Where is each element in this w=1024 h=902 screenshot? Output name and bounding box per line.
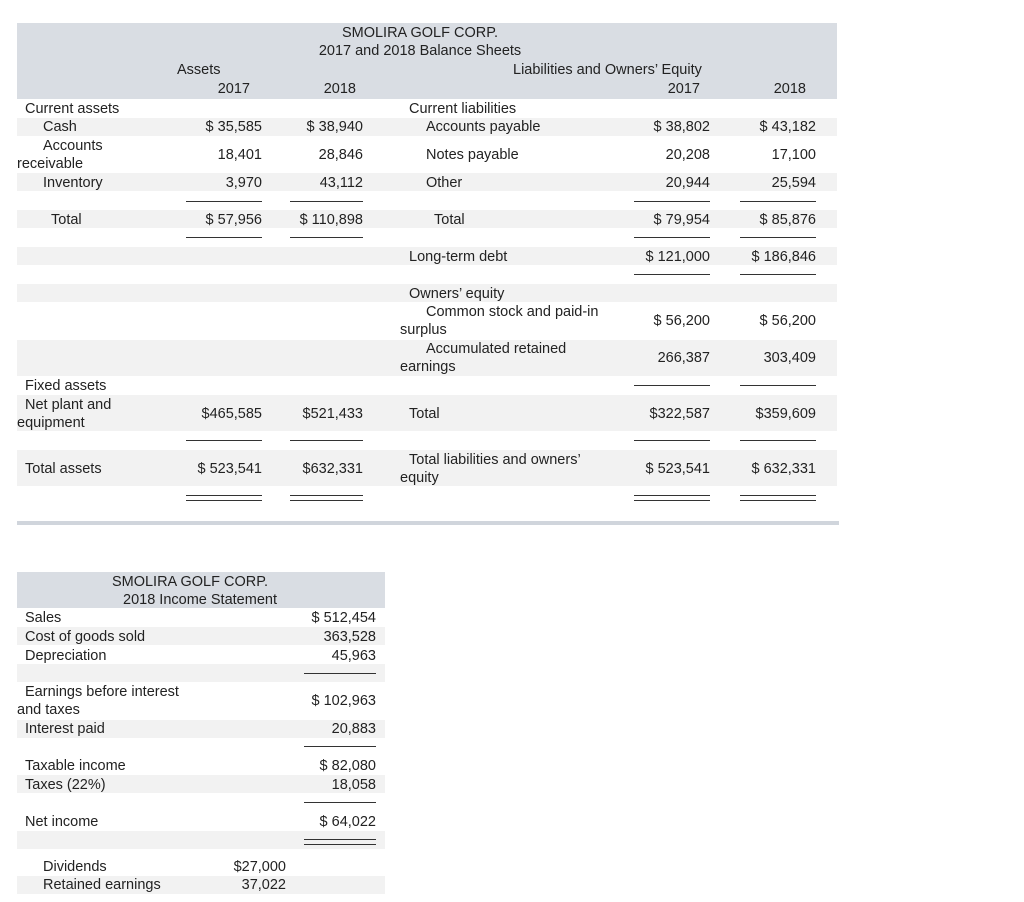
row-band xyxy=(17,831,385,849)
retained-2017: 266,387 xyxy=(657,350,710,366)
other-2018: 25,594 xyxy=(771,175,816,191)
cl-total-2018: $ 85,876 xyxy=(759,212,816,228)
double-underline xyxy=(290,495,363,496)
balance-title: 2017 and 2018 Balance Sheets xyxy=(318,43,522,59)
row-band xyxy=(17,210,837,228)
underline xyxy=(634,440,710,441)
inventory-label: Inventory xyxy=(43,175,103,191)
total-le-2018: $ 632,331 xyxy=(751,461,816,477)
other-label: Other xyxy=(426,175,463,191)
retained-earnings-label: Retained earnings xyxy=(43,877,161,893)
np-2018: 17,100 xyxy=(771,147,816,163)
underline xyxy=(740,385,816,386)
total-le-label-cont: equity xyxy=(400,470,439,486)
dividends-label: Dividends xyxy=(43,859,107,875)
taxes-label: Taxes (22%) xyxy=(25,777,106,793)
underline xyxy=(740,440,816,441)
underline xyxy=(304,673,376,674)
retained-label-cont: earnings xyxy=(400,359,456,375)
oe-total-2018: $359,609 xyxy=(755,406,816,422)
oe-total-2017: $322,587 xyxy=(649,406,710,422)
dep-label: Depreciation xyxy=(25,648,107,664)
underline xyxy=(290,201,363,202)
underline xyxy=(740,237,816,238)
table-bottom-rule xyxy=(17,521,839,525)
income-title: 2018 Income Statement xyxy=(123,592,277,608)
ebit-label: Earnings before interest xyxy=(25,684,179,700)
fixed-assets-label: Fixed assets xyxy=(25,378,107,394)
ltd-label: Long-term debt xyxy=(409,249,508,265)
cash-2018: $ 38,940 xyxy=(306,119,363,135)
underline xyxy=(186,440,262,441)
dep-value: 45,963 xyxy=(331,648,376,664)
total-le-label: Total liabilities and owners’ xyxy=(409,452,581,468)
total-le-2017: $ 523,541 xyxy=(645,461,710,477)
liabilities-header: Liabilities and Owners’ Equity xyxy=(513,62,702,78)
ebit-value: $ 102,963 xyxy=(311,693,376,709)
underline xyxy=(290,237,363,238)
oe-total-label: Total xyxy=(409,406,440,422)
assets-year-2018: 2018 xyxy=(323,81,356,97)
double-underline xyxy=(304,839,376,840)
assets-year-2017: 2017 xyxy=(217,81,250,97)
cogs-value: 363,528 xyxy=(323,629,376,645)
ltd-2018: $ 186,846 xyxy=(751,249,816,265)
common-label: Common stock and paid-in xyxy=(426,304,599,320)
other-2017: 20,944 xyxy=(665,175,710,191)
current-assets-label: Current assets xyxy=(25,101,120,117)
balance-company: SMOLIRA GOLF CORP. xyxy=(341,25,499,41)
cl-total-label: Total xyxy=(434,212,465,228)
total-assets-2017: $ 523,541 xyxy=(197,461,262,477)
double-underline xyxy=(304,844,376,845)
underline xyxy=(290,440,363,441)
ap-2017: $ 38,802 xyxy=(653,119,710,135)
ebit-label-cont: and taxes xyxy=(17,702,80,718)
underline xyxy=(740,274,816,275)
double-underline xyxy=(740,500,816,501)
underline xyxy=(304,746,376,747)
assets-header: Assets xyxy=(177,62,221,78)
common-2018: $ 56,200 xyxy=(759,313,816,329)
double-underline xyxy=(740,495,816,496)
cogs-label: Cost of goods sold xyxy=(25,629,146,645)
double-underline xyxy=(186,500,262,501)
cash-2017: $ 35,585 xyxy=(205,119,262,135)
ap-label: Accounts payable xyxy=(426,119,541,135)
interest-label: Interest paid xyxy=(25,721,105,737)
sales-value: $ 512,454 xyxy=(311,610,376,626)
income-company: SMOLIRA GOLF CORP. xyxy=(111,574,269,590)
npe-label-cont: equipment xyxy=(17,415,85,431)
retained-2018: 303,409 xyxy=(763,350,816,366)
double-underline xyxy=(186,495,262,496)
common-label-cont: surplus xyxy=(400,322,447,338)
ar-label-cont: receivable xyxy=(17,156,84,172)
underline xyxy=(634,201,710,202)
npe-2017: $465,585 xyxy=(201,406,262,422)
taxable-value: $ 82,080 xyxy=(319,758,376,774)
net-income-label: Net income xyxy=(25,814,99,830)
ar-2018: 28,846 xyxy=(318,147,363,163)
ap-2018: $ 43,182 xyxy=(759,119,816,135)
inventory-2018: 43,112 xyxy=(319,175,363,191)
double-underline xyxy=(634,500,710,501)
current-liabilities-label: Current liabilities xyxy=(409,101,517,117)
retained-label: Accumulated retained xyxy=(426,341,567,357)
liab-year-2017: 2017 xyxy=(667,81,700,97)
ca-total-2018: $ 110,898 xyxy=(299,212,363,228)
underline xyxy=(186,201,262,202)
ar-label: Accounts xyxy=(43,138,103,154)
taxable-label: Taxable income xyxy=(25,758,126,774)
total-assets-2018: $632,331 xyxy=(302,461,363,477)
underline xyxy=(634,274,710,275)
total-assets-label: Total assets xyxy=(25,461,102,477)
net-income-value: $ 64,022 xyxy=(319,814,376,830)
interest-value: 20,883 xyxy=(331,721,376,737)
sales-label: Sales xyxy=(25,610,62,626)
np-2017: 20,208 xyxy=(665,147,710,163)
underline xyxy=(634,237,710,238)
underline xyxy=(634,385,710,386)
taxes-value: 18,058 xyxy=(331,777,376,793)
ca-total-2017: $ 57,956 xyxy=(205,212,262,228)
inventory-2017: 3,970 xyxy=(225,175,262,191)
npe-2018: $521,433 xyxy=(302,406,363,422)
double-underline xyxy=(634,495,710,496)
dividends-value: $27,000 xyxy=(233,859,286,875)
underline xyxy=(304,802,376,803)
np-label: Notes payable xyxy=(426,147,519,163)
ar-2017: 18,401 xyxy=(217,147,262,163)
retained-earnings-value: 37,022 xyxy=(241,877,286,893)
underline xyxy=(186,237,262,238)
owners-equity-label: Owners’ equity xyxy=(409,286,505,302)
cl-total-2017: $ 79,954 xyxy=(653,212,710,228)
ltd-2017: $ 121,000 xyxy=(645,249,710,265)
underline xyxy=(740,201,816,202)
npe-label: Net plant and xyxy=(25,397,112,413)
cash-label: Cash xyxy=(43,119,77,135)
liab-year-2018: 2018 xyxy=(773,81,806,97)
common-2017: $ 56,200 xyxy=(653,313,710,329)
ca-total-label: Total xyxy=(51,212,82,228)
double-underline xyxy=(290,500,363,501)
